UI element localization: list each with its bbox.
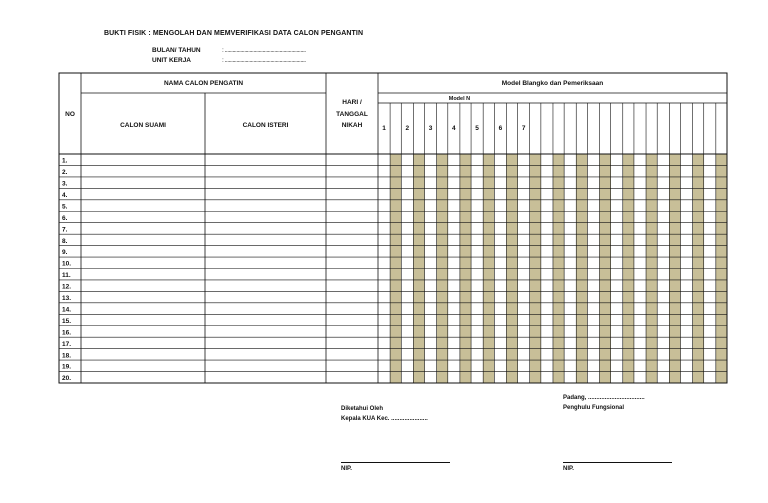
model-number: 2 [405, 125, 410, 132]
row-number: 17. [62, 340, 72, 348]
calon-isteri-header: CALON ISTERI [242, 122, 289, 129]
model-number: 4 [452, 125, 456, 132]
row-number: 20. [62, 375, 72, 383]
calon-suami-header: CALON SUAMI [120, 122, 166, 129]
padang-date-label: Padang, .................................. [563, 395, 645, 401]
row-number: 14. [62, 306, 72, 314]
row-number: 19. [62, 363, 72, 371]
row-number: 10. [62, 260, 72, 268]
row-number: 6. [62, 214, 68, 222]
no-header: NO [65, 111, 75, 118]
tanggal-header: TANGGAL [336, 111, 368, 118]
hari-header: HARI / [342, 99, 362, 106]
row-number: 3. [62, 180, 68, 188]
nama-calon-header: NAMA CALON PENGATIN [163, 80, 244, 87]
row-number: 9. [62, 249, 68, 257]
model-blangko-header: Model Blangko dan Pemeriksaan [501, 80, 604, 87]
signature-line-right [563, 462, 672, 463]
row-number: 11. [62, 272, 71, 280]
penghulu-label: Penghulu Fungsional [563, 405, 624, 411]
row-number: 18. [62, 352, 72, 360]
row-number: 2. [62, 169, 68, 177]
row-number: 13. [62, 295, 72, 302]
nip-right-label: NIP. [563, 466, 574, 472]
nip-left-label: NIP. [341, 466, 352, 472]
model-number: 6 [498, 125, 503, 132]
model-number: 5 [475, 125, 479, 132]
model-number: 7 [521, 125, 526, 132]
row-number: 16. [62, 329, 72, 337]
document-title: BUKTI FISIK : MENGOLAH DAN MEMVERIFIKASI DATA CALON PENGANTIN [104, 30, 364, 37]
bulan-tahun-dots: : .............................................................. [222, 47, 306, 54]
row-number: 5. [62, 203, 68, 211]
row-number: 15. [62, 317, 72, 325]
model-n-header: Model N [448, 96, 471, 102]
kepala-kua-label: Kepala KUA Kec. ...................... [341, 416, 428, 422]
model-number: 3 [428, 125, 433, 132]
row-number: 12. [62, 283, 72, 291]
model-number: 1 [382, 125, 386, 132]
diketahui-label: Diketahui Oleh [341, 406, 384, 412]
bulan-tahun-label: BULAN/ TAHUN [152, 47, 201, 54]
nikah-header: NIKAH [341, 122, 363, 129]
unit-kerja-label: UNIT KERJA [152, 57, 192, 64]
row-number: 4. [62, 191, 68, 199]
signature-line-left [341, 462, 450, 463]
row-number: 7. [62, 226, 68, 234]
row-number: 8. [62, 237, 68, 245]
row-number: 1. [62, 157, 68, 165]
unit-kerja-dots: : .............................................................. [222, 57, 306, 64]
